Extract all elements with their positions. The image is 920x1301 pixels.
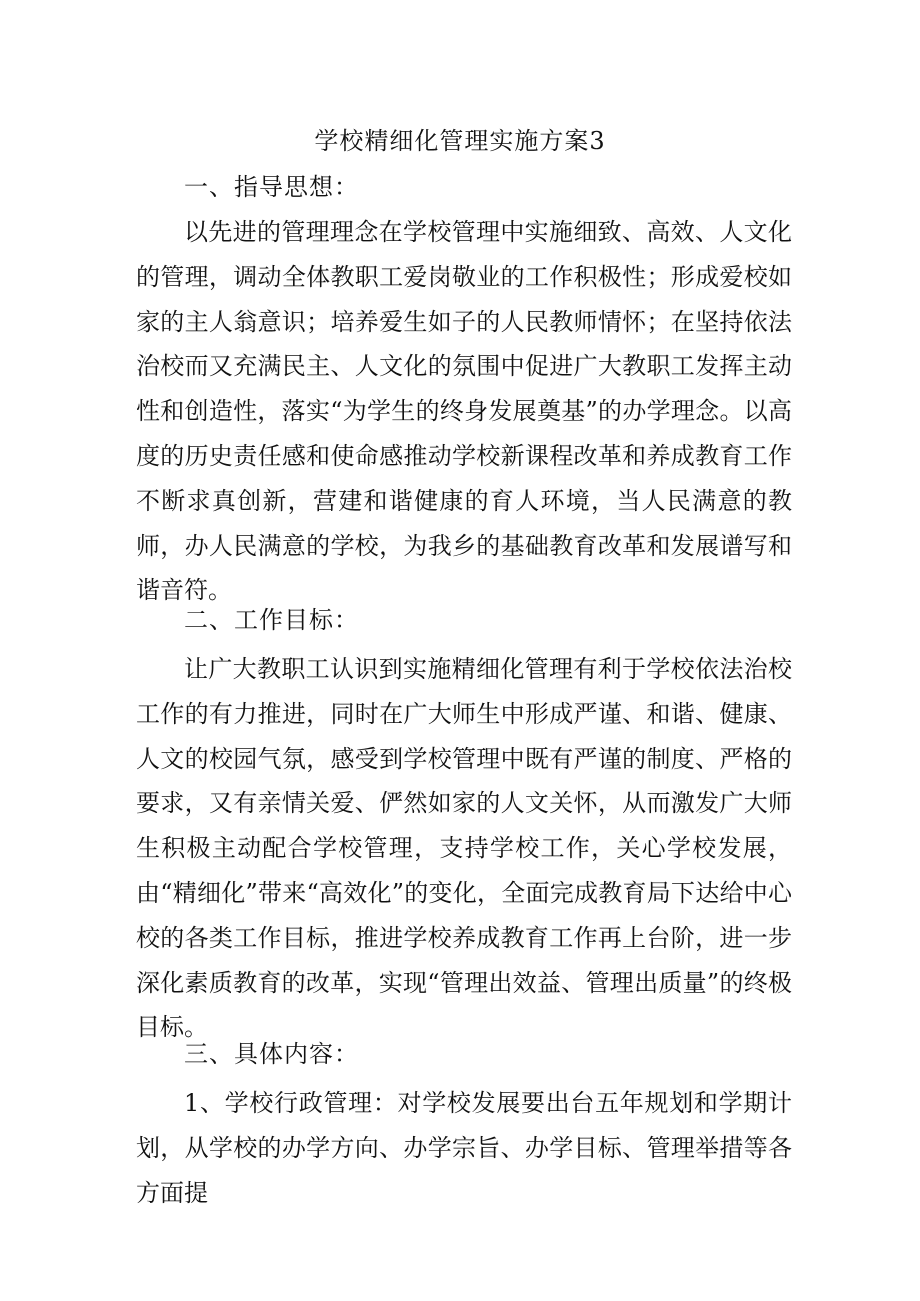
section-paragraph-guiding-ideology: 以先进的管理理念在学校管理中实施细致、高效、人文化的管理，调动全体教职工爱岗敬业的工作积极性；形成爱校如家的主人翁意识；培养爱生如子的人民教师情怀；在坚持依法治校而又充满民主、人文化的氛围中促进广大教职工发挥主动性和创造性，落实“为学生的终身发展奠基”的办学理念。以高度的历史责任感和使命感推动学校新课程改革和养成教育工作不断求真创新，营建和谐健康的育人环境，当人民满意的教师，办人民满意的学校，为我乡的基础教育改革和发展谱写和谐音符。 [136,218,792,605]
section-heading-specific-content: 三、具体内容： [184,1040,359,1068]
section-paragraph-work-goals: 让广大教职工认识到实施精细化管理有利于学校依法治校工作的有力推进，同时在广大师生中形成严谨、和谐、健康、人文的校园气氛，感受到学校管理中既有严谨的制度、严格的要求，又有亲情关爱、俨然如家的人文关怀，从而激发广大师生积极主动配合学校管理，支持学校工作，关心学校发展，由“精细化”带来“高效化”的变化，全面完成教育局下达给中心校的各类工作目标，推进学校养成教育工作再上台阶，进一步深化素质教育的改革，实现“管理出效益、管理出质量”的终极目标。 [136,655,792,1042]
document-title: 学校精细化管理实施方案3 [314,127,606,155]
section-paragraph-specific-content: 1、学校行政管理：对学校发展要出台五年规划和学期计划，从学校的办学方向、办学宗旨、办学目标、管理举措等各方面提 [136,1089,792,1207]
section-heading-guiding-ideology: 一、指导思想： [184,173,359,201]
section-heading-work-goals: 二、工作目标： [184,606,359,634]
